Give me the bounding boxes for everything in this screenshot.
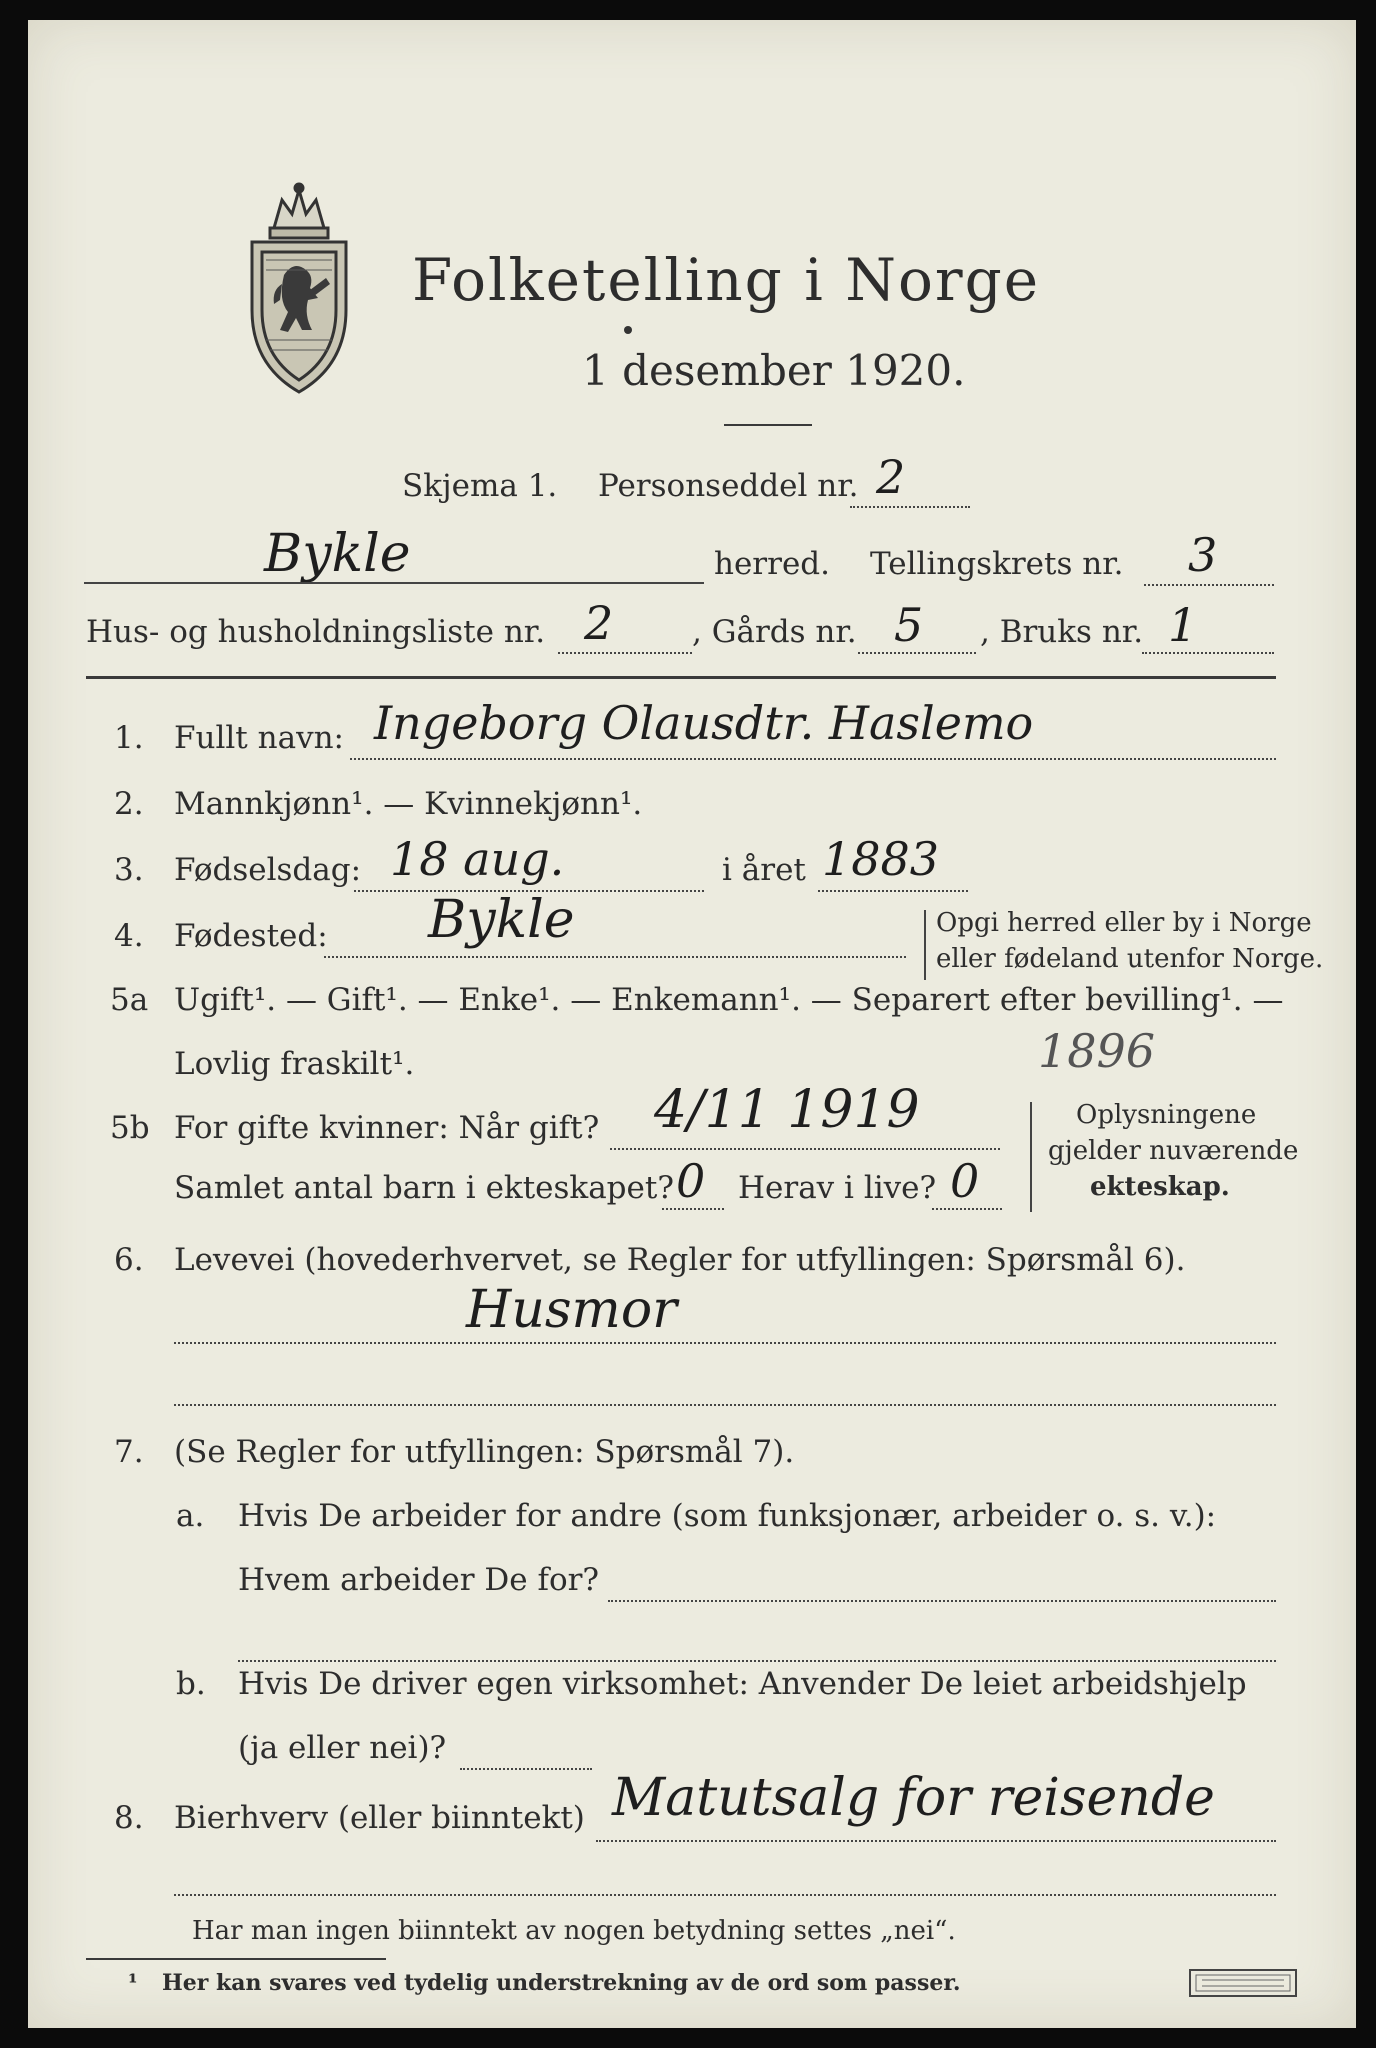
q6-line2 (174, 1404, 1276, 1406)
bruks-label: , Bruks nr. (980, 614, 1144, 650)
herred-line (84, 582, 704, 584)
q1-label: Fullt navn: (174, 720, 344, 756)
title-separator (724, 424, 812, 426)
form-title: Folketelling i Norge (412, 246, 1041, 314)
q5a-margin-note: 1896 (1038, 1024, 1156, 1078)
q2-label: Mannkjønn¹. — Kvinnekjønn¹. (174, 786, 643, 822)
q3-year-label: i året (722, 852, 806, 888)
footnote-rule (86, 1958, 386, 1960)
q5b-brace (1030, 1102, 1032, 1212)
q6-value: Husmor (466, 1280, 677, 1340)
q5a-label: Ugift¹. — Gift¹. — Enke¹. — Enkemann¹. — Separert efter bevilling¹. — (174, 982, 1284, 1018)
q5a-label-line2: Lovlig fraskilt¹. (174, 1046, 415, 1082)
q7a-letter: a. (176, 1498, 205, 1534)
q4-line (324, 956, 906, 958)
census-form (28, 20, 1356, 2028)
q3-year-value: 1883 (822, 832, 940, 886)
herred-label: herred. (714, 546, 830, 582)
q7b-label-line2: (ja eller nei)? (238, 1730, 447, 1766)
q5b-note-line3: ekteskap. (1090, 1172, 1230, 1202)
q8-line2 (174, 1894, 1276, 1896)
skjema-label: Skjema 1. (402, 468, 558, 504)
personseddel-value: 2 (876, 450, 906, 504)
header-rule (86, 676, 1276, 679)
q3-number: 3. (114, 852, 144, 888)
q4-brace (924, 910, 926, 980)
q5b-children-label: Samlet antal barn i ekteskapet? (174, 1170, 674, 1206)
q7a-line2 (238, 1660, 1276, 1662)
q5b-number: 5b (110, 1110, 150, 1146)
tellingskrets-line (1144, 584, 1274, 586)
q7a-line1 (608, 1600, 1276, 1602)
q6-label: Levevei (hovederhvervet, se Regler for utfyllingen: Spørsmål 6). (174, 1242, 1186, 1278)
q1-line (350, 758, 1276, 760)
q7b-label: Hvis De driver egen virksomhet: Anvender De leiet arbeidshjelp (238, 1666, 1247, 1702)
footnote-text: Her kan svares ved tydelig understrekning av de ord som passer. (162, 1970, 961, 1996)
q5b-value: 4/11 1919 (654, 1080, 920, 1140)
q1-value: Ingeborg Olausdtr. Haslemo (374, 696, 1034, 750)
q5b-alive-value: 0 (950, 1154, 980, 1208)
q3-value: 18 aug. (390, 832, 565, 886)
hus-value: 2 (584, 596, 614, 650)
q7-label: (Se Regler for utfyllingen: Spørsmål 7). (174, 1434, 795, 1470)
q7-number: 7. (114, 1434, 144, 1470)
q5b-line (610, 1148, 1000, 1150)
personseddel-label: Personseddel nr. (598, 468, 859, 504)
q6-number: 6. (114, 1242, 144, 1278)
census-date: 1 desember 1920. (582, 346, 966, 395)
personseddel-line (850, 506, 970, 508)
tellingskrets-value: 3 (1188, 528, 1218, 582)
q5b-children-line (662, 1208, 724, 1210)
bruks-value: 1 (1168, 598, 1198, 652)
q7a-label-line2: Hvem arbeider De for? (238, 1562, 600, 1598)
gards-line (858, 652, 976, 654)
gards-value: 5 (894, 598, 924, 652)
q7b-letter: b. (176, 1666, 206, 1702)
q3-label: Fødselsdag: (174, 852, 362, 888)
q3-year-line (818, 890, 968, 892)
footer-note: Har man ingen biinntekt av nogen betydning settes „nei“. (192, 1916, 956, 1946)
q8-value: Matutsalg for reisende (612, 1768, 1215, 1828)
q4-number: 4. (114, 918, 144, 954)
q8-line1 (596, 1840, 1276, 1842)
hus-line (558, 652, 692, 654)
printer-stamp-icon (1188, 1966, 1298, 2000)
q1-number: 1. (114, 720, 144, 756)
q4-note-line2: eller fødeland utenfor Norge. (936, 944, 1324, 974)
tellingskrets-label: Tellingskrets nr. (870, 546, 1124, 582)
q5b-children-value: 0 (676, 1154, 706, 1208)
q5b-note-line1: Oplysningene (1076, 1100, 1257, 1130)
q7b-line (460, 1768, 592, 1770)
gards-label: , Gårds nr. (692, 614, 857, 650)
q6-line1 (174, 1342, 1276, 1344)
footnote-mark: ¹ (128, 1970, 138, 1996)
q4-value: Bykle (428, 890, 575, 950)
norway-coat-of-arms-icon (244, 180, 354, 400)
q5b-label: For gifte kvinner: Når gift? (174, 1110, 600, 1146)
q5b-alive-label: Herav i live? (738, 1170, 937, 1206)
q7a-label: Hvis De arbeider for andre (som funksjonær, arbeider o. s. v.): (238, 1498, 1217, 1534)
q4-note-line1: Opgi herred eller by i Norge (936, 908, 1312, 938)
title-dot (624, 326, 632, 334)
bruks-line (1142, 652, 1274, 654)
q8-label: Bierhverv (eller biinntekt) (174, 1800, 585, 1836)
q2-number: 2. (114, 786, 144, 822)
q4-label: Fødested: (174, 918, 328, 954)
q5a-number: 5a (110, 982, 149, 1018)
q5b-note-line2: gjelder nuværende (1048, 1136, 1299, 1166)
q5b-alive-line (932, 1208, 1002, 1210)
hus-label: Hus- og husholdningsliste nr. (86, 614, 546, 650)
q8-number: 8. (114, 1800, 144, 1836)
herred-value: Bykle (264, 524, 411, 584)
